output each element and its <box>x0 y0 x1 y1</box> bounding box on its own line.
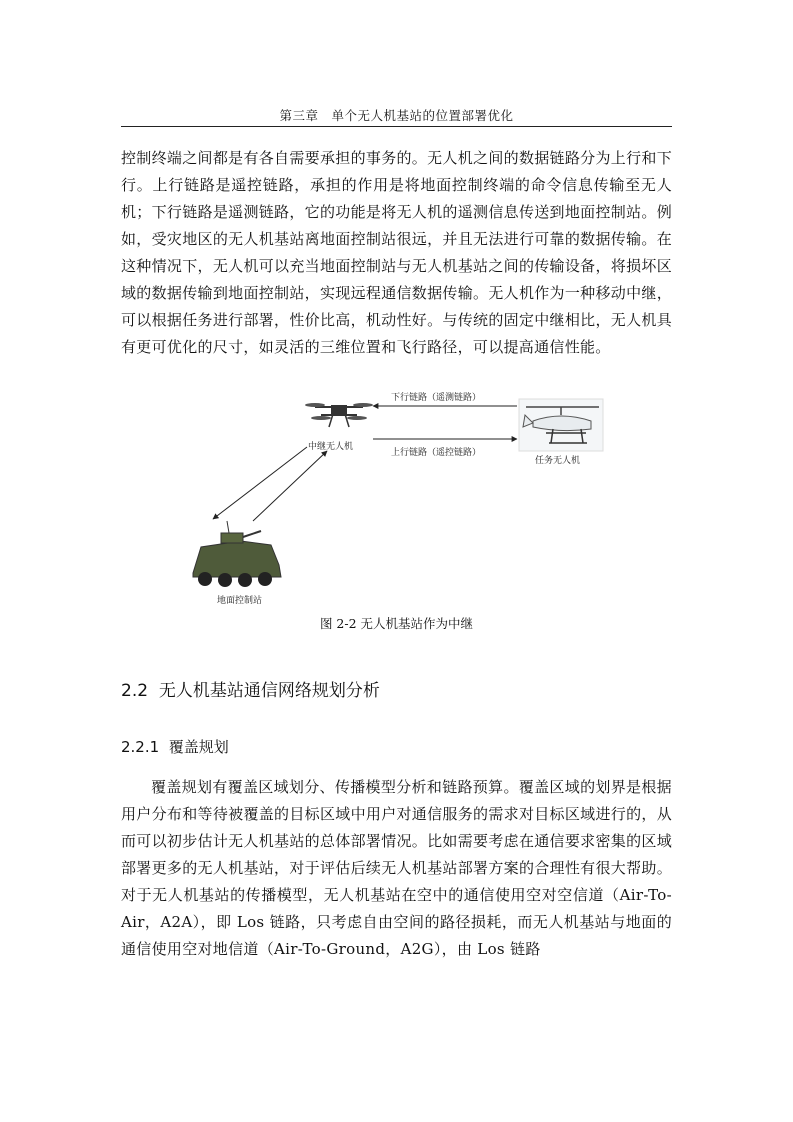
ground-station-label: 地面控制站 <box>217 596 263 606</box>
mission-helicopter-icon <box>519 399 603 451</box>
downlink-label: 下行链路（遥测链路） <box>391 393 482 403</box>
relay-drone-label: 中继无人机 <box>308 442 354 452</box>
subsection-number: 2.2.1 <box>121 738 160 756</box>
ground-to-relay-arrow <box>253 451 327 521</box>
figure-caption: 图 2-2 无人机基站作为中继 <box>319 616 474 631</box>
mission-uav-label: 任务无人机 <box>535 456 581 466</box>
header-rule <box>121 126 672 127</box>
section-title: 无人机基站通信网络规划分析 <box>158 681 380 701</box>
armored-vehicle-icon <box>193 521 281 587</box>
section-number: 2.2 <box>121 681 149 701</box>
section-heading <box>121 676 380 701</box>
relay-diagram <box>121 385 672 613</box>
relay-drone-icon <box>305 403 373 427</box>
running-header: 第三章 单个无人机基站的位置部署优化 <box>279 108 514 123</box>
body-paragraph-1: 控制终端之间都是有各自需要承担的事务的。无人机之间的数据链路分为上行和下行。上行链路是遥控链路，承担的作用是将地面控制终端的命令信息传输至无人机；下行链路是遥测链路，它的功能是将无人机的遥测信息传送到地面控制站。例如，受灾地区的无人机基站离地面控制站很远，并且无法进行可靠的数据传输。在这种情况下，无人机可以充当地面控制站与无人机基站之间的传输设备，将损坏区域的数据传输到地面控制站，实现远程通信数据传输。无人机作为一种移动中继，可以根据任务进行部署，性价比高，机动性好。与传统的固定中继相比，无人机具有更可优化的尺寸，如灵活的三维位置和飞行路径，可以提高通信性能。 <box>121 149 672 356</box>
uplink-label: 上行链路（遥控链路） <box>391 448 482 458</box>
subsection-title: 覆盖规划 <box>168 738 229 756</box>
relay-figure <box>121 385 672 613</box>
subsection-heading <box>121 736 229 757</box>
body-paragraph-2: 覆盖规划有覆盖区域划分、传播模型分析和链路预算。覆盖区域的划界是根据用户分布和等待被覆盖的目标区域中用户对通信服务的需求对目标区域进行的，从而可以初步估计无人机基站的总体部署情况。比如需要考虑在通信要求密集的区域部署更多的无人机基站，对于评估后续无人机基站部署方案的合理性有很大帮助。对于无人机基站的传播模型，无人机基站在空中的通信使用空对空信道（Air-To-Air，A2A），即 Los 链路，只考虑自由空间的路径损耗，而无人机基站与地面的通信使用空对地信道（Air-To-Ground，A2G），由 Los 链路 <box>121 778 672 958</box>
